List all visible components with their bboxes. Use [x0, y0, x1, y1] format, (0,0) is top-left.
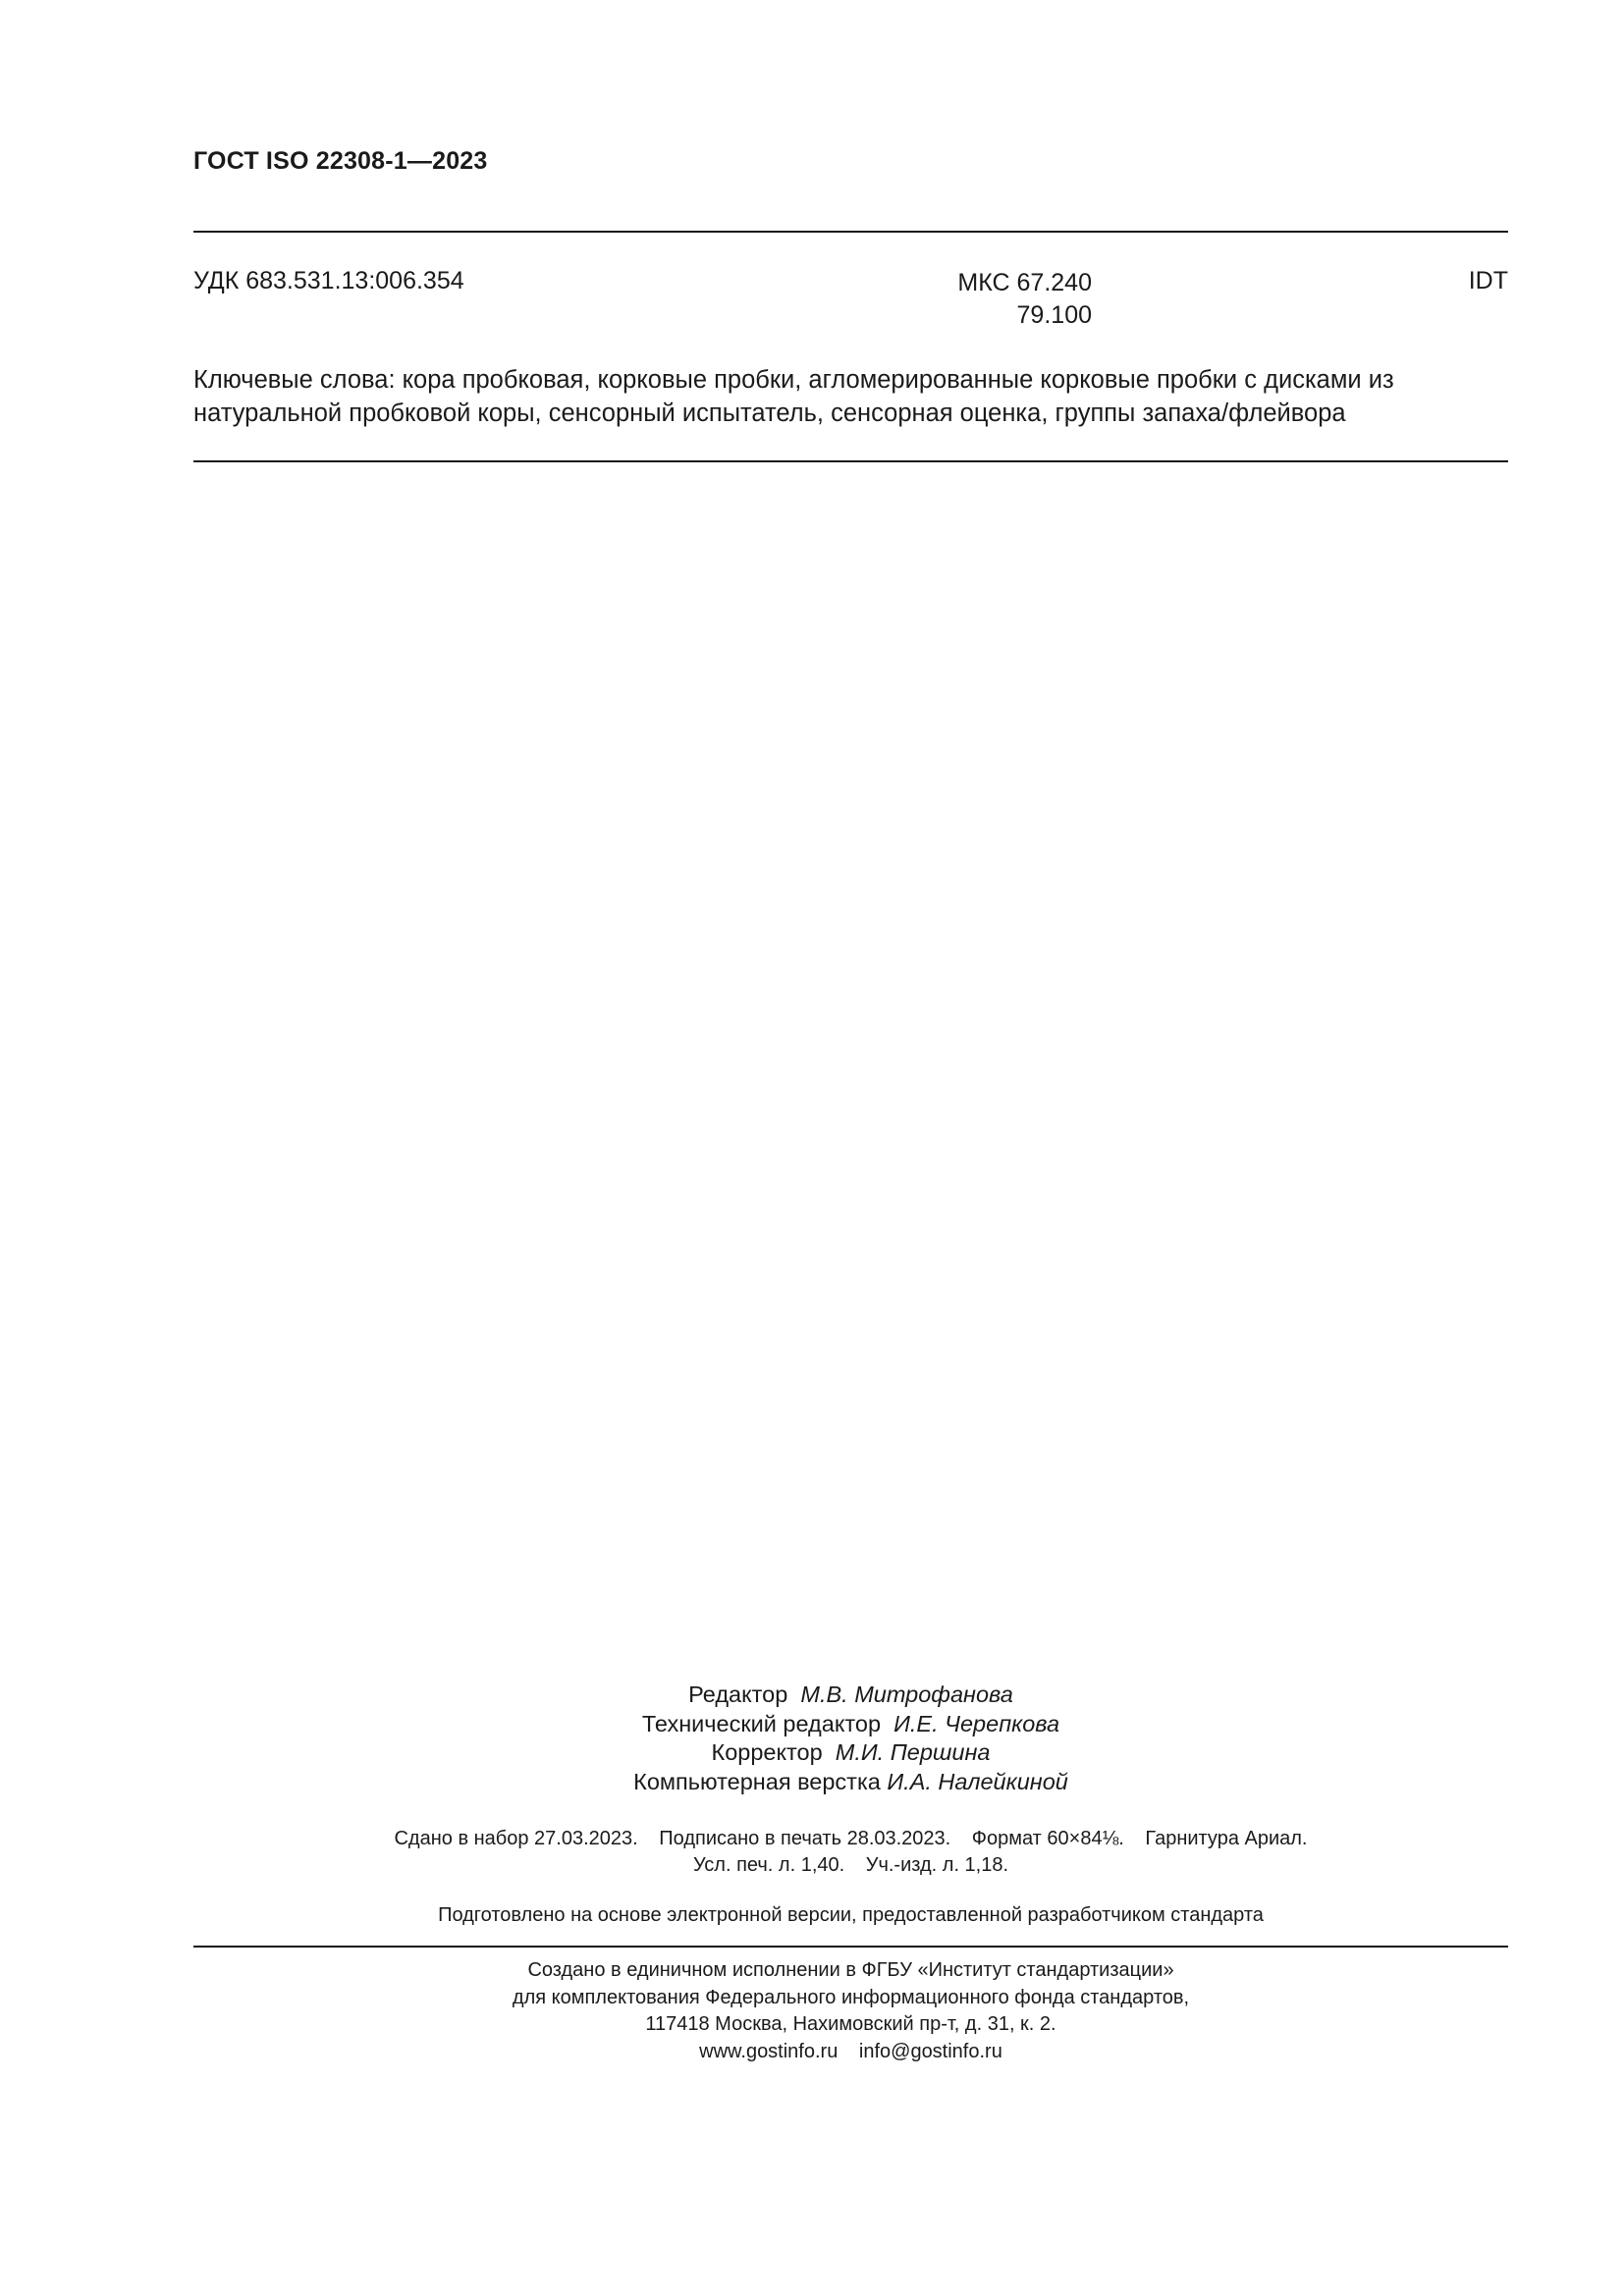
footer-contacts [193, 2039, 1508, 2066]
layout-name: И.А. Налейкиной [887, 1768, 1068, 1794]
proofreader-name: М.И. Першина [835, 1739, 991, 1765]
editor-line [193, 1681, 1508, 1710]
layout-line [193, 1768, 1508, 1797]
mks-code-2: 79.100 [1016, 301, 1092, 329]
credits-block [193, 1681, 1508, 1796]
print-info-block [193, 1826, 1508, 1879]
keywords-text: Ключевые слова: кора пробковая, корковые пробки, агломерированные корковые пробки с дисками из натуральной пробковой коры, сенсорный испытатель, сенсорная оценка, группы запаха/флейвора [193, 366, 1394, 427]
mks-code-1: МКС 67.240 [957, 269, 1092, 296]
top-divider [193, 231, 1508, 233]
footer-line-1: Создано в единичном исполнении в ФГБУ «Институт стандартизации» [527, 1959, 1174, 1981]
typeface: Гарнитура Ариал. [1145, 1828, 1308, 1849]
paper-format: Формат 60×84⅛. [971, 1828, 1124, 1849]
email-link[interactable]: info@gostinfo.ru [858, 2040, 1002, 2062]
submitted-date: Сдано в набор 27.03.2023. [394, 1828, 638, 1849]
tech-editor-name: И.Е. Черепкова [893, 1710, 1060, 1736]
signed-date: Подписано в печать 28.03.2023. [659, 1828, 951, 1849]
tech-editor-label: Технический редактор [641, 1710, 882, 1736]
layout-label: Компьютерная верстка [633, 1768, 881, 1794]
editor-label: Редактор [688, 1682, 788, 1707]
udk-code: УДК 683.531.13:006.354 [193, 267, 464, 294]
publisher-footer [193, 1957, 1508, 2065]
footer-line-2: для комплектования Федерального информационного фонда стандартов, [512, 1986, 1190, 2008]
print-info-line-2 [193, 1852, 1508, 1879]
proofreader-line [193, 1738, 1508, 1768]
footer-address: 117418 Москва, Нахимовский пр-т, д. 31, к. 2. [645, 2013, 1056, 2035]
idt-label: IDT [1468, 267, 1508, 294]
prepared-note: Подготовлено на основе электронной версии, предоставленной разработчиком стандарта [438, 1904, 1264, 1926]
proofreader-label: Корректор [711, 1739, 823, 1765]
website-link[interactable]: www.gostinfo.ru [699, 2040, 839, 2062]
document-header-title: ГОСТ ISO 22308-1—2023 [193, 147, 488, 175]
editor-name: М.В. Митрофанова [800, 1682, 1013, 1707]
publication-sheets: Уч.-изд. л. 1,18. [865, 1854, 1009, 1876]
keywords-divider [193, 460, 1508, 462]
printed-sheets: Усл. печ. л. 1,40. [692, 1854, 845, 1876]
footer-divider [193, 1946, 1508, 1948]
mks-codes [943, 267, 1092, 332]
tech-editor-line [193, 1710, 1508, 1739]
print-info-line-1 [193, 1826, 1508, 1852]
